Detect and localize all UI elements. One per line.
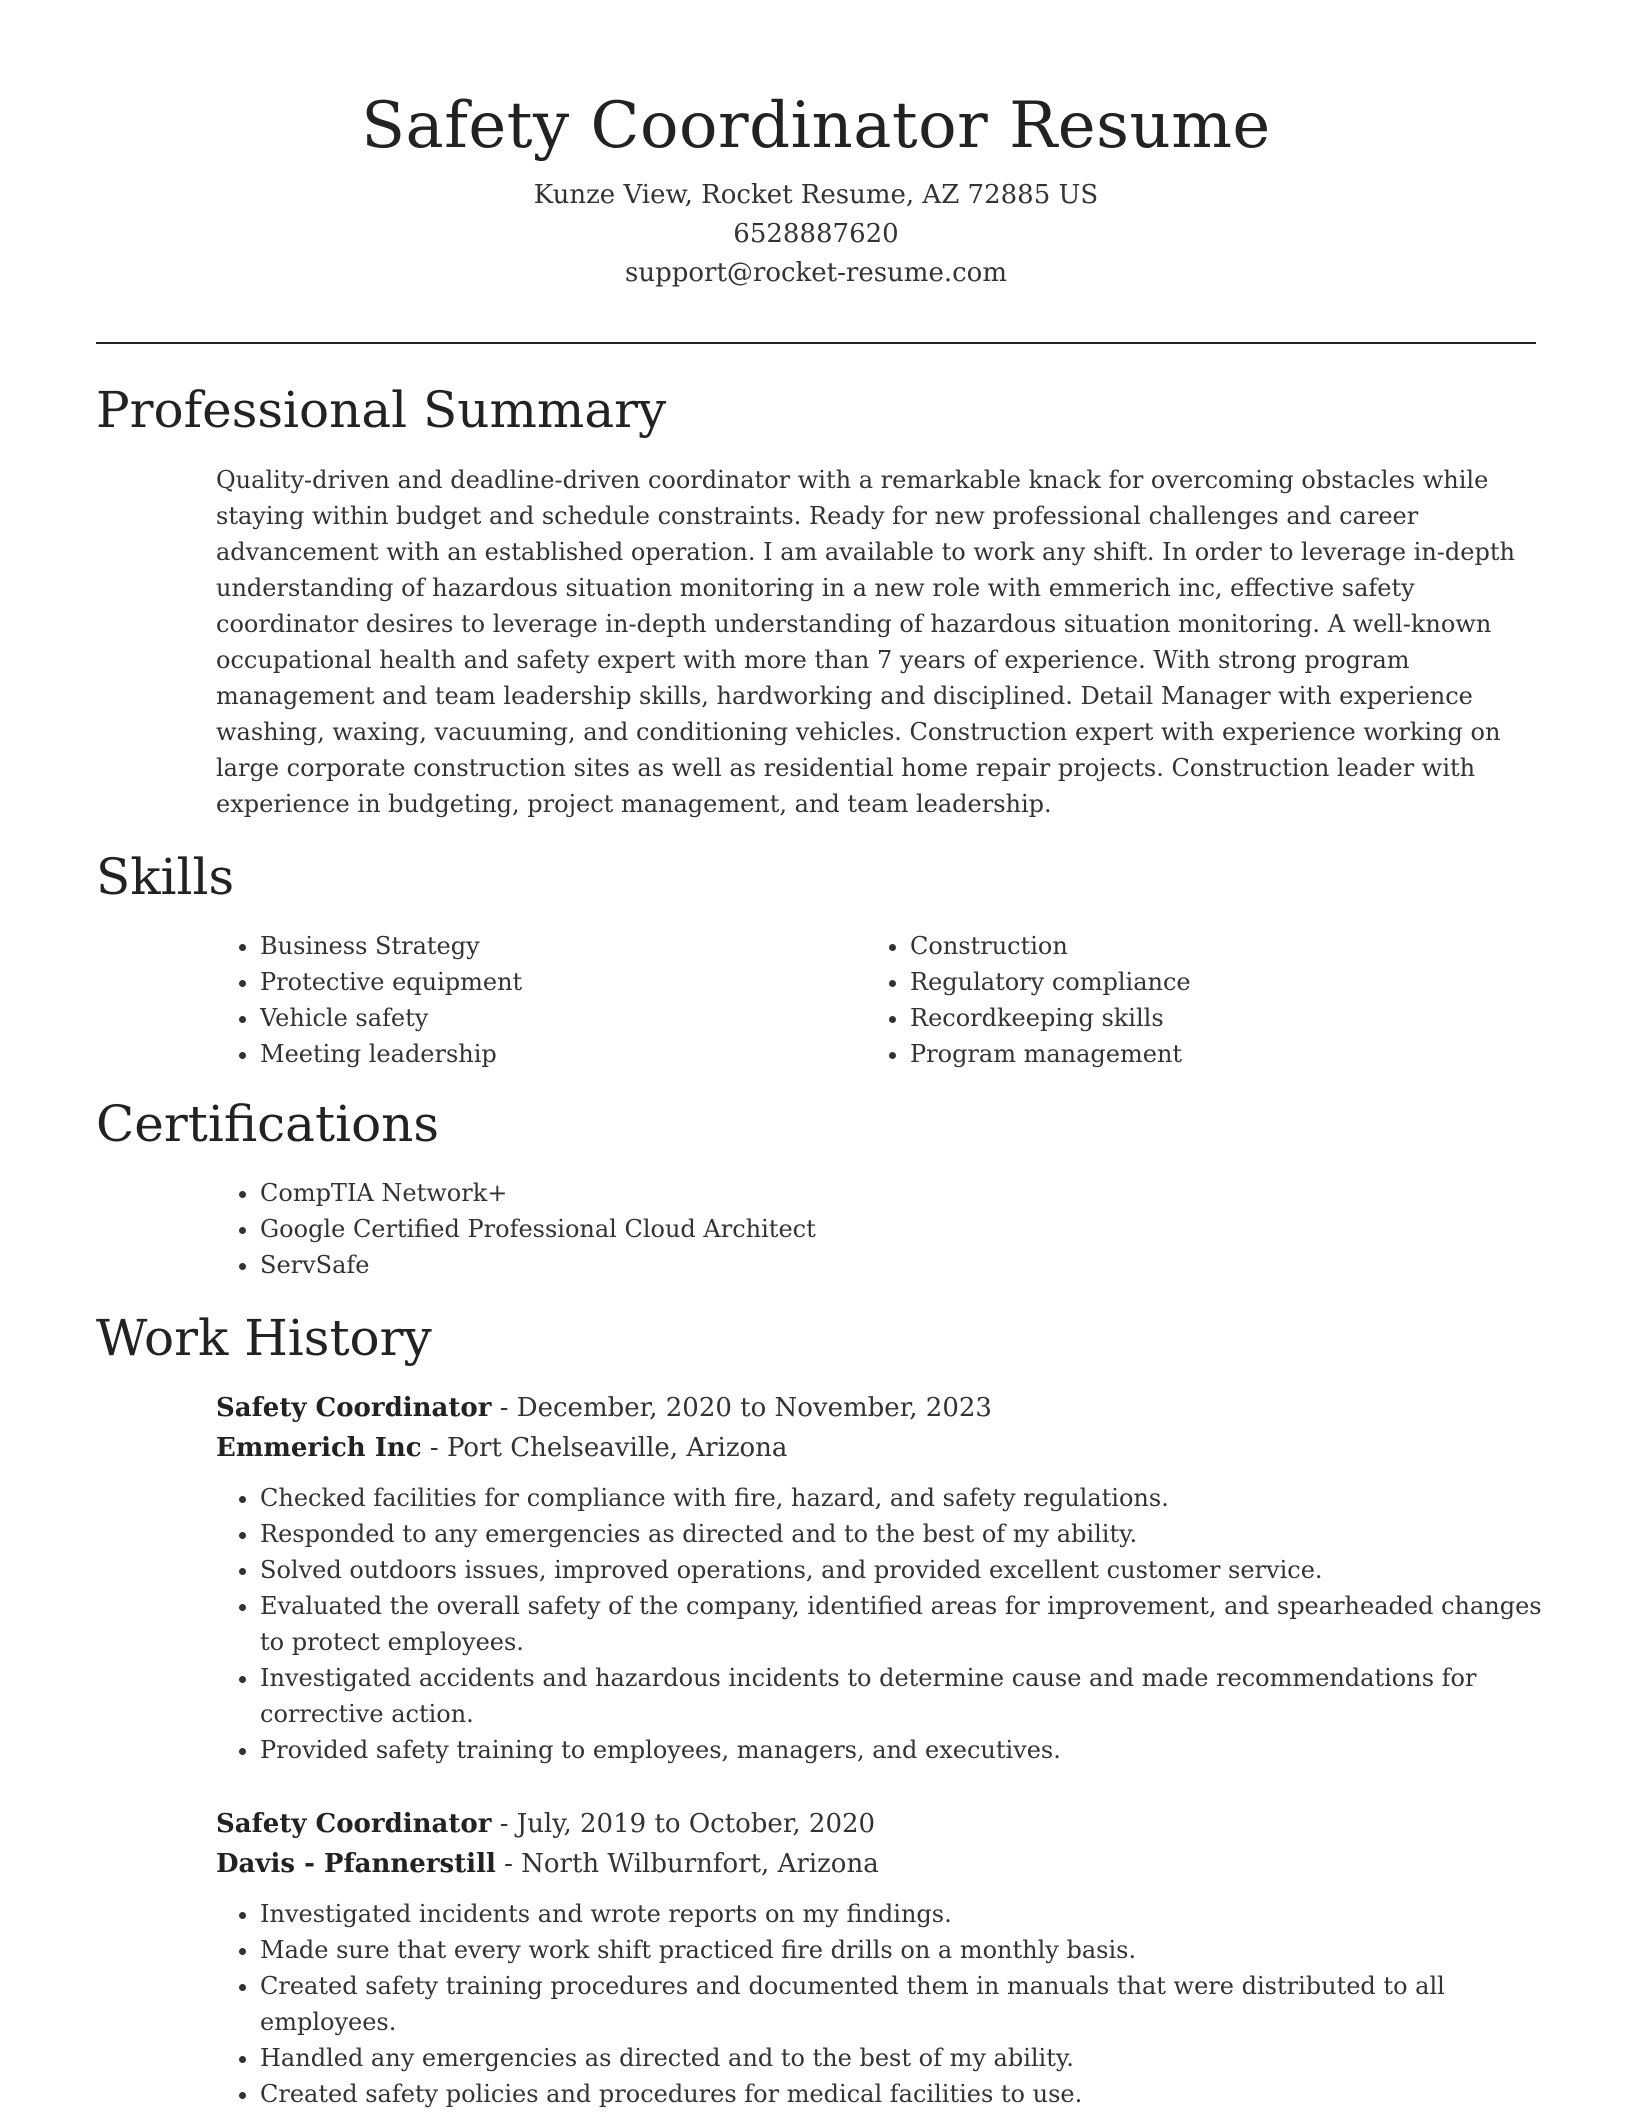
page-title: Safety Coordinator Resume bbox=[361, 89, 1271, 163]
job-bullet: • Solved outdoors issues, improved operations, and provided excellent customer service. bbox=[260, 1552, 1546, 1588]
skill-item: • Regulatory compliance bbox=[910, 964, 1486, 1000]
job-bullet: • Responded to any emergencies as directed and to the best of my ability. bbox=[260, 1516, 1546, 1552]
job-dates: - December, 2020 to November, 2023 bbox=[491, 1393, 992, 1423]
job-bullet: • Created safety policies and procedures for medical facilities to use. bbox=[260, 2076, 1546, 2112]
certification-item: • CompTIA Network+ bbox=[260, 1175, 1416, 1211]
summary-heading: Professional Summary bbox=[96, 381, 667, 439]
skill-item: • Recordkeeping skills bbox=[910, 1000, 1486, 1036]
job-bullet: • Checked facilities for compliance with fire, hazard, and safety regulations. bbox=[260, 1480, 1546, 1516]
job-company: Davis - Pfannerstill bbox=[216, 1849, 496, 1879]
skill-item: • Program management bbox=[910, 1036, 1486, 1072]
skills-heading: Skills bbox=[96, 848, 235, 906]
skill-item: • Business Strategy bbox=[260, 928, 836, 964]
job-entry bbox=[216, 1804, 1546, 2112]
job-bullet: • Handled any emergencies as directed and to the best of my ability. bbox=[260, 2040, 1546, 2076]
job-bullet: • Made sure that every work shift practiced fire drills on a monthly basis. bbox=[260, 1932, 1546, 1968]
job-role: Safety Coordinator bbox=[216, 1809, 492, 1839]
skills-column-left bbox=[216, 928, 836, 1072]
job-bullet: • Provided safety training to employees, managers, and executives. bbox=[260, 1732, 1546, 1768]
job-role: Safety Coordinator bbox=[216, 1393, 492, 1423]
skills-column-right bbox=[866, 928, 1486, 1072]
job-company-line bbox=[216, 1428, 1546, 1468]
skill-item: • Protective equipment bbox=[260, 964, 836, 1000]
job-location: - North Wilburnfort, Arizona bbox=[495, 1849, 879, 1879]
summary-text: Quality-driven and deadline-driven coordinator with a remarkable knack for overcoming obstacles while staying within budget and schedule constraints. Ready for new professional challenges and career advancement with an established operation. I am available to work any shift. In order to leverage in-depth understanding of hazardous situation monitoring in a new role with emmerich inc, effective safety coordinator desires to leverage in-depth understanding of hazardous situation monitoring. A well-known occupational health and safety expert with more than 7 years of experience. With strong program management and team leadership skills, hardworking and disciplined. Detail Manager with experience washing, waxing, vacuuming, and conditioning vehicles. Construction expert with experience working on large corporate construction sites as well as residential home repair projects. Construction leader with experience in budgeting, project management, and team leadership. bbox=[216, 466, 1515, 818]
skill-item: • Meeting leadership bbox=[260, 1036, 836, 1072]
contact-block bbox=[0, 176, 1632, 293]
phone-text: 6528887620 bbox=[733, 219, 899, 249]
email-text: support@rocket-resume.com bbox=[624, 258, 1007, 288]
job-bullet: • Evaluated the overall safety of the company, identified areas for improvement, and spearheaded changes to protect employees. bbox=[260, 1588, 1546, 1660]
skill-item: • Construction bbox=[910, 928, 1486, 964]
certifications-list bbox=[216, 1175, 1416, 1283]
job-bullet: • Investigated accidents and hazardous incidents to determine cause and made recommendations for corrective action. bbox=[260, 1660, 1546, 1732]
skill-item: • Vehicle safety bbox=[260, 1000, 836, 1036]
work-history-heading: Work History bbox=[96, 1309, 432, 1367]
job-title-line bbox=[216, 1388, 1546, 1428]
resume-header bbox=[0, 0, 1632, 293]
job-dates: - July, 2019 to October, 2020 bbox=[491, 1809, 876, 1839]
job-title-line bbox=[216, 1804, 1546, 1844]
job-entry bbox=[216, 1388, 1546, 1768]
job-bullet: • Investigated incidents and wrote reports on my findings. bbox=[260, 1896, 1546, 1932]
job-location: - Port Chelseaville, Arizona bbox=[421, 1433, 788, 1463]
address-text: Kunze View, Rocket Resume, AZ 72885 US bbox=[533, 180, 1099, 210]
job-company-line bbox=[216, 1844, 1546, 1884]
certification-item: • ServSafe bbox=[260, 1247, 1416, 1283]
job-company: Emmerich Inc bbox=[216, 1433, 422, 1463]
job-bullet: • Created safety training procedures and documented them in manuals that were distributed to all employees. bbox=[260, 1968, 1546, 2040]
certifications-heading: Certifications bbox=[96, 1095, 440, 1153]
header-divider bbox=[96, 342, 1536, 344]
certification-item: • Google Certified Professional Cloud Architect bbox=[260, 1211, 1416, 1247]
